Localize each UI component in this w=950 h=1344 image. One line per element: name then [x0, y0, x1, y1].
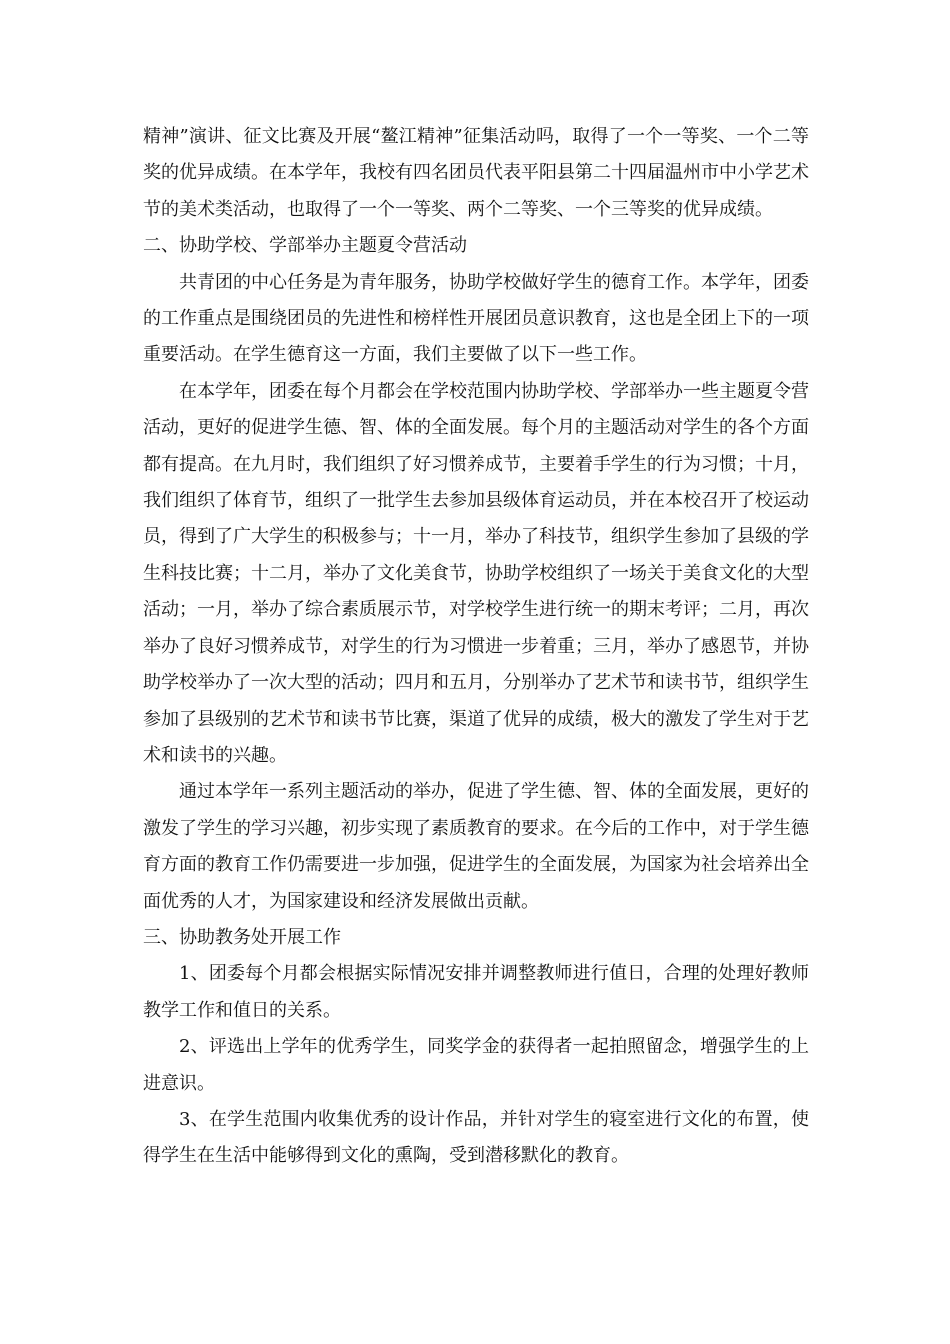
paragraph: 共青团的中心任务是为青年服务，协助学校做好学生的德育工作。本学年，团委的工作重点是围绕团员的先进性和榜样性开展团员意识教育，这也是全团上下的一项重要活动。在学生德育这一方面，我们主要做了以下一些工作。 [143, 271, 809, 366]
paragraph: 在本学年，团委在每个月都会在学校范围内协助学校、学部举办一些主题夏令营活动，更好的促进学生德、智、体的全面发展。每个月的主题活动对学生的各个方面都有提高。在九月时，我们组织了好习惯养成节，主要着手学生的行为习惯；十月，我们组织了体育节，组织了一批学生去参加县级体育运动员，并在本校召开了校运动员，得到了广大学生的积极参与；十一月，举办了科技节，组织学生参加了县级的学生科技比赛；十二月，举办了文化美食节，协助学校组织了一场关于美食文化的大型活动；一月，举办了综合素质展示节，对学校学生进行统一的期末考评；二月，再次举办了良好习惯养成节，对学生的行为习惯进一步着重；三月，举办了感恩节，并协助学校举办了一次大型的活动；四月和五月，分别举办了艺术节和读书节，组织学生参加了县级别的艺术节和读书节比赛，渠道了优异的成绩，极大的激发了学生对于艺术和读书的兴趣。 [143, 380, 809, 766]
list-item-3: 3、在学生范围内收集优秀的设计作品，并针对学生的寝室进行文化的布置，使得学生在生活中能够得到文化的熏陶，受到潜移默化的教育。 [143, 1108, 809, 1167]
list-item-2: 2、评选出上学年的优秀学生，同奖学金的获得者一起拍照留念，增强学生的上进意识。 [143, 1036, 809, 1094]
list-item-1: 1、团委每个月都会根据实际情况安排并调整教师进行值日，合理的处理好教师教学工作和值日的关系。 [143, 963, 809, 1021]
document-page [143, 119, 809, 1175]
paragraph: 通过本学年一系列主题活动的举办，促进了学生德、智、体的全面发展，更好的激发了学生的学习兴趣，初步实现了素质教育的要求。在今后的工作中，对于学生德育方面的教育工作仍需要进一步加强，促进学生的全面发展，为国家为社会培养出全面优秀的人才，为国家建设和经济发展做出贡献。 [143, 781, 809, 912]
section-heading-2: 二、协助学校、学部举办主题夏令营活动 [143, 235, 467, 257]
section-heading-3: 三、协助教务处开展工作 [143, 926, 341, 948]
paragraph-continued: 精神”演讲、征文比赛及开展“鳌江精神”征集活动吗，取得了一个一等奖、一个二等奖的优异成绩。在本学年，我校有四名团员代表平阳县第二十四届温州市中小学艺术节的美术类活动，也取得了一个一等奖、两个二等奖、一个三等奖的优异成绩。 [143, 126, 809, 220]
